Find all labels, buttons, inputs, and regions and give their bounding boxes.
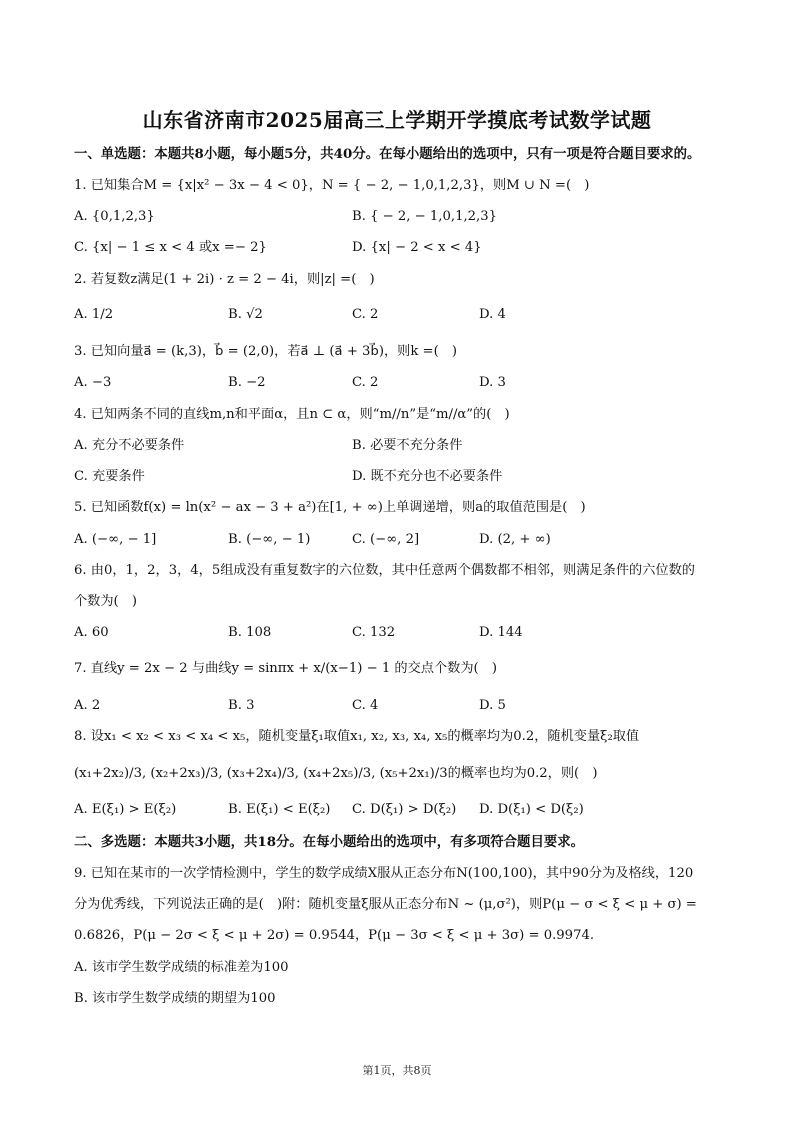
q2-option-c: C. 2 [352,307,379,322]
q3-option-c: C. 2 [352,375,379,390]
q6-option-a: A. 60 [74,625,109,640]
q6-option-b: B. 108 [228,625,272,640]
q8-stem-line1: 8. 设x₁ < x₂ < x₃ < x₄ < x₅，随机变量ξ₁取值x₁, x₂, x₃, x₄, x₅的概率均为0.2，随机变量ξ₂取值 [74,729,640,744]
q8-option-c: C. D(ξ₁) > D(ξ₂) [352,802,457,817]
q9-option-a: A. 该市学生数学成绩的标准差为100 [74,960,289,975]
q4-option-d: D. 既不充分也不必要条件 [352,469,503,484]
q5-option-d: D. (2, + ∞) [479,532,551,547]
q9-option-b: B. 该市学生数学成绩的期望为100 [74,991,276,1006]
q9-stem-line2: 分为优秀线，下列说法正确的是( )附：随机变量ξ服从正态分布N ~ (μ,σ²)，则P(μ − σ < ξ < μ + σ) = [74,897,697,912]
q4-option-c: C. 充要条件 [74,469,145,484]
q4-option-b: B. 必要不充分条件 [352,438,463,453]
q3-stem: 3. 已知向量a⃗ = (k,3)，b⃗ = (2,0)，若a⃗ ⊥ (a⃗ + 3b⃗)，则k =( ) [74,344,458,359]
q7-option-b: B. 3 [228,698,255,713]
page-title: 山东省济南市2025届高三上学期开学摸底考试数学试题 [142,108,652,132]
q6-stem-line1: 6. 由0，1，2，3，4，5组成没有重复数字的六位数，其中任意两个偶数都不相邻，则满足条件的六位数的 [74,563,695,578]
q1-stem: 1. 已知集合M = {x|x² − 3x − 4 < 0}，N = { − 2, − 1,0,1,2,3}，则M ∪ N =( ) [74,178,590,193]
q8-option-a: A. E(ξ₁) > E(ξ₂) [74,802,177,817]
q7-option-a: A. 2 [74,698,101,713]
q7-stem: 7. 直线y = 2x − 2 与曲线y = sinπx + x/(x−1) − 1 的交点个数为( ) [74,661,498,676]
q5-option-b: B. (−∞, − 1) [228,532,311,547]
q7-option-d: D. 5 [479,698,506,713]
q6-stem-line2: 个数为( ) [74,594,138,609]
q8-option-d: D. D(ξ₁) < D(ξ₂) [479,802,584,817]
q5-stem: 5. 已知函数f(x) = ln(x² − ax − 3 + a²)在[1, + ∞)上单调递增，则a的取值范围是( ) [74,500,586,515]
section-multiple-choice: 二、多选题：本题共3小题，共18分。在每小题给出的选项中，有多项符合题目要求。 [74,834,585,850]
q9-stem-line3: 0.6826，P(μ − 2σ < ξ < μ + 2σ) = 0.9544，P(μ − 3σ < ξ < μ + 3σ) = 0.9974. [74,928,595,943]
q2-stem: 2. 若复数z满足(1 + 2i) · z = 2 − 4i，则|z| =( ) [74,272,375,287]
q5-option-a: A. (−∞, − 1] [74,532,157,547]
q2-option-a: A. 1/2 [74,307,114,322]
q6-option-d: D. 144 [479,625,523,640]
q2-option-d: D. 4 [479,307,506,322]
q8-option-b: B. E(ξ₁) < E(ξ₂) [228,802,331,817]
q3-option-b: B. −2 [228,375,266,390]
q3-option-d: D. 3 [479,375,506,390]
q1-option-d: D. {x| − 2 < x < 4} [352,240,482,255]
q1-option-a: A. {0,1,2,3} [74,209,155,224]
q1-option-b: B. { − 2, − 1,0,1,2,3} [352,209,498,224]
q4-stem: 4. 已知两条不同的直线m,n和平面α，且n ⊂ α，则“m//n”是“m//α”的( ) [74,407,510,422]
q3-option-a: A. −3 [74,375,112,390]
page-footer: 第1页，共8页 [362,1064,432,1077]
q2-option-b: B. √2 [228,307,263,322]
q6-option-c: C. 132 [352,625,396,640]
q1-option-c: C. {x| − 1 ≤ x < 4 或x =− 2} [74,240,267,255]
q5-option-c: C. (−∞, 2] [352,532,420,547]
section-single-choice: 一、单选题：本题共8小题，每小题5分，共40分。在每小题给出的选项中，只有一项是符合题目要求的。 [74,146,701,162]
q7-option-c: C. 4 [352,698,379,713]
q9-stem-line1: 9. 已知在某市的一次学情检测中，学生的数学成绩X服从正态分布N(100,100)，其中90分为及格线，120 [74,866,694,881]
q4-option-a: A. 充分不必要条件 [74,438,185,453]
q8-stem-line2: (x₁+2x₂)/3, (x₂+2x₃)/3, (x₃+2x₄)/3, (x₄+2x₅)/3, (x₅+2x₁)/3的概率也均为0.2，则( ) [74,766,598,781]
